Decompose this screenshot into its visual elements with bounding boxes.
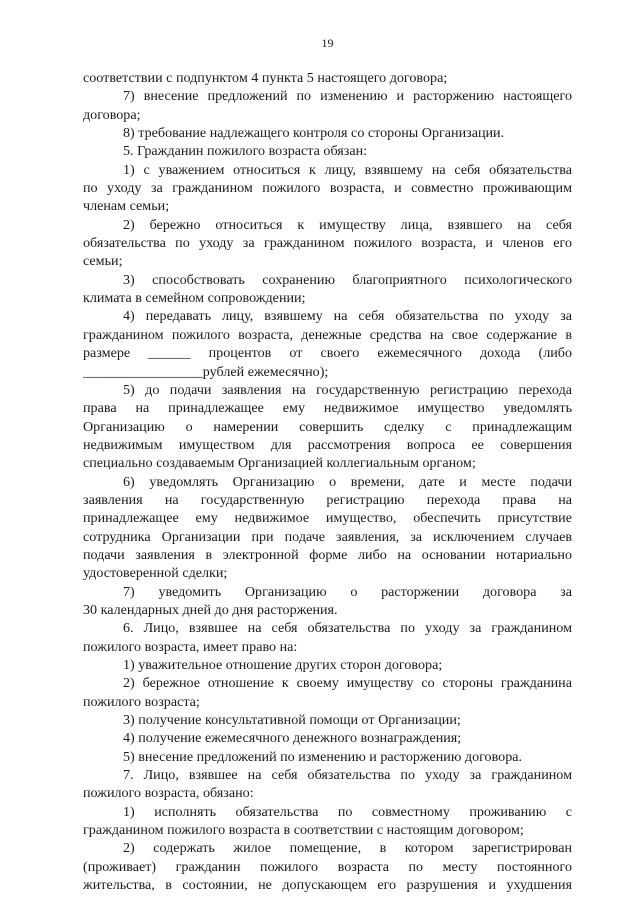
text-line: размере ______ процентов от своего ежемесячного дохода (либо <box>83 345 572 362</box>
text-line: 1) уважительное отношение других сторон договора; <box>123 657 443 673</box>
text-line: гражданином пожилого возраста, денежные средства на свое содержание в <box>83 326 572 343</box>
text-line: семьи; <box>83 253 123 270</box>
text-line: права на принадлежащее ему недвижимое имущество уведомлять <box>83 400 572 417</box>
text-line: 7) внесение предложений по изменению и расторжению настоящего <box>123 88 572 105</box>
text-line: 30 календарных дней до дня расторжения. <box>83 601 338 618</box>
text-line: 4) получение ежемесячного денежного вознаграждения; <box>123 730 462 747</box>
text-line: 3) способствовать сохранению благоприятного психологического <box>123 271 572 288</box>
text-line: сотрудника Организации при подаче заявления, за исключением случаев <box>83 528 572 545</box>
text-line: принадлежащее ему недвижимое имущество, обеспечить присутствие <box>83 510 572 527</box>
text-line: недвижимым имуществом для рассмотрения вопроса ее совершения <box>83 436 572 453</box>
text-line: подачи заявления в электронной форме либо на основании нотариально <box>83 546 572 563</box>
text-line: 1) с уважением относиться к лицу, взявшему на себя обязательства <box>123 161 572 178</box>
text-line: 3) получение консультативной помощи от Организации; <box>123 712 461 729</box>
text-line: (проживает) гражданин пожилого возраста по месту постоянного <box>83 858 572 875</box>
text-line: членам семьи; <box>83 198 170 215</box>
page-number: 19 <box>321 36 334 50</box>
text-line: заявления на государственную регистрацию перехода права на <box>83 491 572 508</box>
text-line: _________________рублей ежемесячно); <box>83 363 329 380</box>
text-line: жительства, в состоянии, не допускающем его разрушения и ухудшения <box>83 877 572 894</box>
text-line: 6) уведомлять Организацию о времени, дате и месте подачи <box>123 473 572 490</box>
text-line: пожилого возраста, имеет право на: <box>83 638 298 655</box>
text-line: 7) уведомить Организацию о расторжении договора за <box>123 583 572 600</box>
text-line: 2) бережно относиться к имуществу лица, взявшего на себя <box>123 216 572 233</box>
text-line: пожилого возраста, обязано: <box>83 785 254 802</box>
text-line: Организацию о намерении совершить сделку с принадлежащим <box>83 418 572 435</box>
text-line: 5) до подачи заявления на государственную регистрацию перехода <box>123 381 572 398</box>
document-body <box>83 69 572 894</box>
text-line: 5. Гражданин пожилого возраста обязан: <box>123 143 368 160</box>
text-line: специально создаваемым Организацией коллегиальным органом; <box>83 455 476 472</box>
text-line: пожилого возраста; <box>83 693 200 710</box>
text-line: соответствии с подпунктом 4 пункта 5 настоящего договора; <box>83 70 448 86</box>
text-line: 5) внесение предложений по изменению и расторжению договора. <box>123 748 523 765</box>
text-line: по уходу за гражданином пожилого возраста, и совместно проживающим <box>83 180 572 197</box>
text-line: удостоверенной сделки; <box>83 565 228 582</box>
text-line: договора; <box>83 106 141 123</box>
text-line: 7. Лицо, взявшее на себя обязательства по уходу за гражданином <box>123 767 572 784</box>
text-line: 4) передавать лицу, взявшему на себя обязательства по уходу за <box>123 308 572 325</box>
text-line: 6. Лицо, взявшее на себя обязательства по уходу за гражданином <box>123 620 572 637</box>
text-line: 8) требование надлежащего контроля со стороны Организации. <box>123 125 505 142</box>
text-line: 2) содержать жилое помещение, в котором зарегистрирован <box>123 840 572 857</box>
text-line: обязательства по уходу за гражданином пожилого возраста, и членов его <box>83 235 572 252</box>
text-line: климата в семейном сопровождении; <box>83 290 306 307</box>
text-line: 1) исполнять обязательства по совместному проживанию с <box>123 803 572 820</box>
text-line: 2) бережное отношение к своему имуществу со стороны гражданина <box>123 675 572 692</box>
text-line: гражданином пожилого возраста в соответствии с настоящим договором; <box>83 822 524 839</box>
